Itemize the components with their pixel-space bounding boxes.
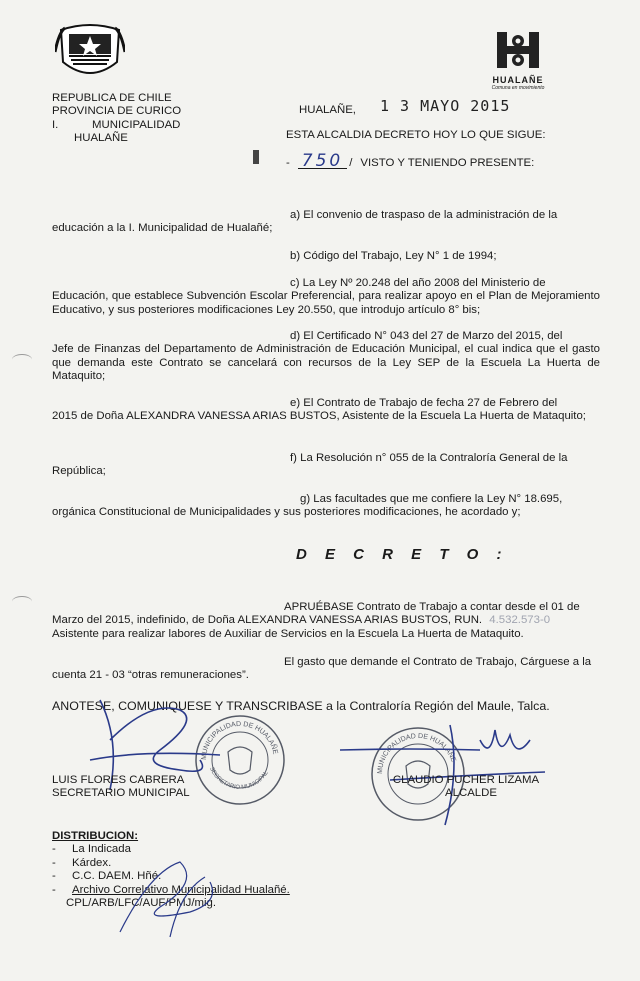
header-province: PROVINCIA DE CURICO — [52, 105, 182, 118]
closing-line: ANOTESE, COMUNIQUESE Y TRANSCRIBASE a la Contraloría Región del Maule, Talca. — [52, 699, 550, 713]
distribution-initials: CPL/ARB/LFC/AUF/PMJ/mig. — [66, 897, 217, 910]
consideration-d-first: d) El Certificado N° 043 del 27 de Marzo del 2015, del — [290, 330, 563, 342]
right-signature-block — [376, 774, 556, 801]
consideration-f-rest: República; — [52, 465, 106, 478]
initials-scribble-icon — [110, 852, 230, 942]
logo-text: HUALAÑE — [492, 75, 544, 85]
punch-hole — [12, 596, 32, 607]
coat-of-arms-icon — [55, 22, 125, 84]
list-item: - La Indicada — [52, 843, 131, 856]
consideration-e — [52, 397, 600, 424]
resolution-1-rut: 4.532.573-0 — [489, 614, 551, 627]
distribution-item-3: C.C. DAEM. Hñé. — [72, 870, 162, 883]
resolution-1-rest2: Asistente para realizar labores de Auxiliar de Servicios en la Escuela La Huerta de Mataquito. — [52, 627, 524, 640]
consideration-a — [52, 209, 600, 236]
right-stamp-text: MUNICIPALIDAD DE HUALAÑE — [376, 732, 457, 775]
consideration-a-first: a) El convenio de traspaso de la administración de la — [290, 209, 558, 221]
header-municipality: MUNICIPALIDAD — [92, 118, 181, 131]
hualane-logo — [488, 30, 548, 91]
consideration-g-rest: orgánica Constitucional de Municipalidades y sus posteriores modificaciones, he acordado y; — [52, 506, 521, 519]
visto-line: VISTO Y TENIENDO PRESENTE: — [360, 157, 535, 169]
distribution-heading: DISTRIBUCION: — [52, 830, 139, 842]
decree-number-line — [286, 151, 535, 171]
resolution-1 — [52, 601, 600, 641]
decree-number-prefix: - — [286, 157, 290, 169]
left-signature-icon — [80, 680, 230, 830]
consideration-d-rest: Jefe de Finanzas del Departamento de Administración de Educación Municipal, el cual indica que el gasto que demanda este Contrato se cancelará con recursos de la Ley SEP de la Escuela La Huerta de Mataquito; — [52, 343, 600, 383]
left-stamp-text: MUNICIPALIDAD DE HUALAÑE — [200, 720, 279, 761]
distribution-item-1: La Indicada — [72, 843, 131, 856]
decreto-title: D E C R E T O : — [296, 546, 509, 563]
list-item: - Archivo Correlativo Municipalidad Hualañé. — [52, 883, 290, 896]
logo-tagline: Comuna en movimiento — [491, 85, 545, 91]
header-hualane: HUALAÑE — [74, 132, 128, 145]
consideration-f — [52, 452, 600, 479]
resolution-1-first: APRUÉBASE Contrato de Trabajo a contar desde el 01 de — [284, 601, 580, 613]
consideration-a-rest: educación a la I. Municipalidad de Hualañé; — [52, 222, 273, 235]
list-item: - C.C. DAEM. Hñé. — [52, 870, 162, 883]
left-signature-block — [52, 774, 190, 801]
place-label: HUALAÑE, — [299, 104, 356, 116]
header-left-block — [52, 92, 181, 146]
left-signer-title: SECRETARIO MUNICIPAL — [52, 787, 190, 800]
punch-mark — [253, 150, 259, 164]
header-republic: REPUBLICA DE CHILE — [52, 92, 172, 104]
right-signer-name: CLAUDIO PUCHER LIZAMA — [392, 774, 540, 786]
left-signer-name: LUIS FLORES CABRERA — [52, 774, 185, 786]
alcaldia-line: ESTA ALCALDIA DECRETO HOY LO QUE SIGUE: — [286, 129, 546, 141]
consideration-d — [52, 330, 600, 384]
consideration-b-first: b) Código del Trabajo, Ley N° 1 de 1994; — [290, 250, 497, 262]
resolution-2-rest: cuenta 21 - 03 “otras remuneraciones”. — [52, 669, 249, 682]
consideration-b — [52, 250, 600, 263]
left-stamp-bottom-text: SECRETARIO MUNICIPAL — [208, 766, 270, 791]
decree-number-suffix: / — [349, 157, 353, 169]
distribution-item-4: Archivo Correlativo Municipalidad Hualañé. — [72, 883, 290, 896]
date-stamp: 1 3 MAYO 2015 — [380, 97, 511, 115]
consideration-c-rest: Educación, que establece Subvención Escolar Preferencial, para realizar apoyo en el Plan de Mejoramiento Educativo, y sus posteriores modificaciones Ley 20.550, que introdujo artículo 8° bis; — [52, 290, 600, 316]
decree-number: 750 — [298, 155, 347, 169]
consideration-e-rest: 2015 de Doña ALEXANDRA VANESSA ARIAS BUSTOS, Asistente de la Escuela La Huerta de Mataquito; — [52, 410, 586, 423]
resolution-1-rest: Marzo del 2015, indefinido, de Doña ALEXANDRA VANESSA ARIAS BUSTOS, RUN. — [52, 614, 483, 627]
consideration-e-first: e) El Contrato de Trabajo de fecha 27 de Febrero del — [290, 397, 558, 409]
consideration-f-first: f) La Resolución n° 055 de la Contraloría General de la — [290, 452, 568, 464]
hualane-logo-icon — [495, 30, 541, 70]
punch-hole — [12, 354, 32, 365]
right-signer-title: ALCALDE — [445, 787, 497, 800]
consideration-g — [52, 493, 600, 520]
consideration-c-first: c) La Ley Nº 20.248 del año 2008 del Ministerio de — [290, 277, 546, 289]
consideration-c — [52, 277, 600, 317]
header-i: I. — [52, 118, 59, 131]
resolution-2-first: El gasto que demande el Contrato de Trabajo, Cárguese a la — [284, 656, 592, 668]
list-item: - Kárdex. — [52, 856, 112, 869]
consideration-g-first: g) Las facultades que me confiere la Ley N° 18.695, — [300, 493, 563, 505]
resolution-2 — [52, 656, 600, 683]
distribution-item-2: Kárdex. — [72, 856, 112, 869]
